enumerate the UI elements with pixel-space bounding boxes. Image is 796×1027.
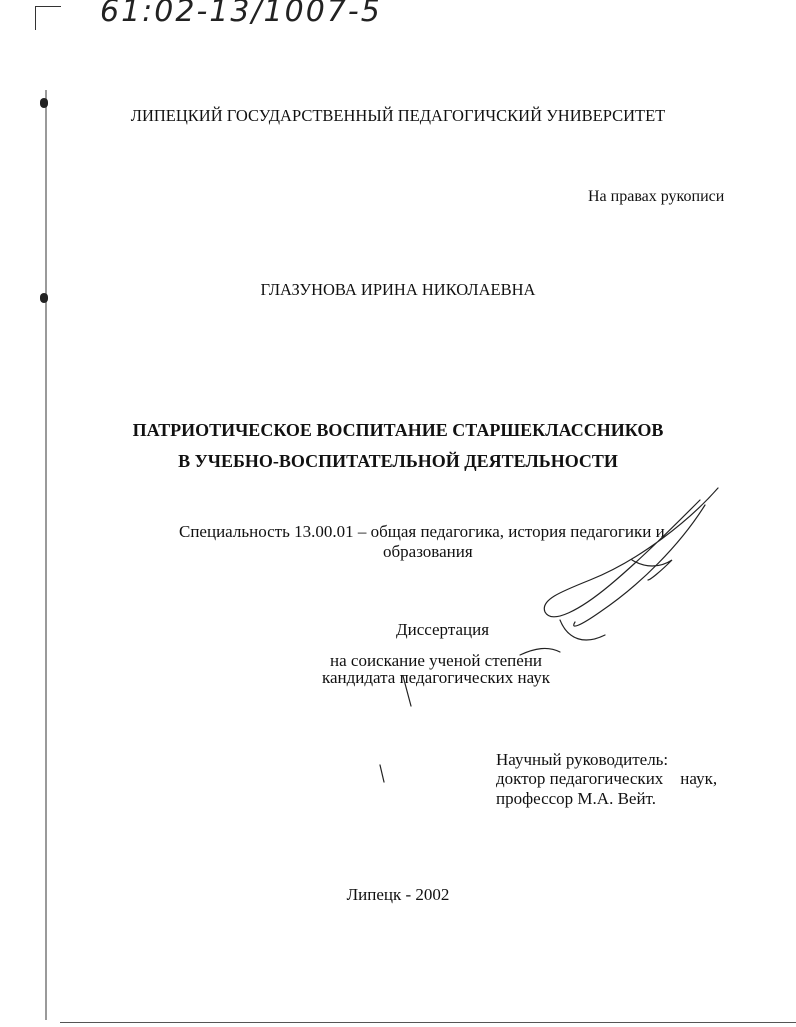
thesis-title-line-1: ПАТРИОТИЧЕСКОЕ ВОСПИТАНИЕ СТАРШЕКЛАССНИКОВ: [132, 420, 664, 440]
dissertation-label: Диссертация: [396, 620, 490, 639]
signature-stroke: [544, 488, 718, 617]
author-name: ГЛАЗУНОВА ИРИНА НИКОЛАЕВНА: [260, 280, 536, 299]
specialty-line-1: Специальность 13.00.01 – общая педагогика, история педагогики и: [179, 522, 665, 541]
supervisor-degree: доктор педагогических наук,: [496, 769, 718, 788]
archive-code: 61:02-13/1007-5: [100, 0, 382, 29]
supervisor-label: Научный руководитель:: [496, 750, 669, 769]
city-year: Липецк - 2002: [346, 885, 450, 904]
signature-stroke: [520, 648, 560, 655]
degree-line-2: кандидата педагогических наук: [322, 668, 551, 687]
supervisor-name: профессор М.А. Вейт.: [496, 789, 656, 808]
signature-stroke: [403, 676, 411, 706]
degree-line-1: на соискание ученой степени: [330, 651, 543, 670]
manuscript-rights: На правах рукописи: [588, 188, 725, 205]
specialty-line-2: образования: [383, 542, 473, 561]
stray-mark: [380, 765, 384, 782]
signature-stroke: [574, 505, 705, 626]
thesis-title-line-2: В УЧЕБНО-ВОСПИТАТЕЛЬНОЙ ДЕЯТЕЛЬНОСТИ: [178, 451, 618, 471]
university-name: ЛИПЕЦКИЙ ГОСУДАРСТВЕННЫЙ ПЕДАГОГИЧСКИЙ УНИВЕРСИТЕТ: [130, 106, 666, 125]
